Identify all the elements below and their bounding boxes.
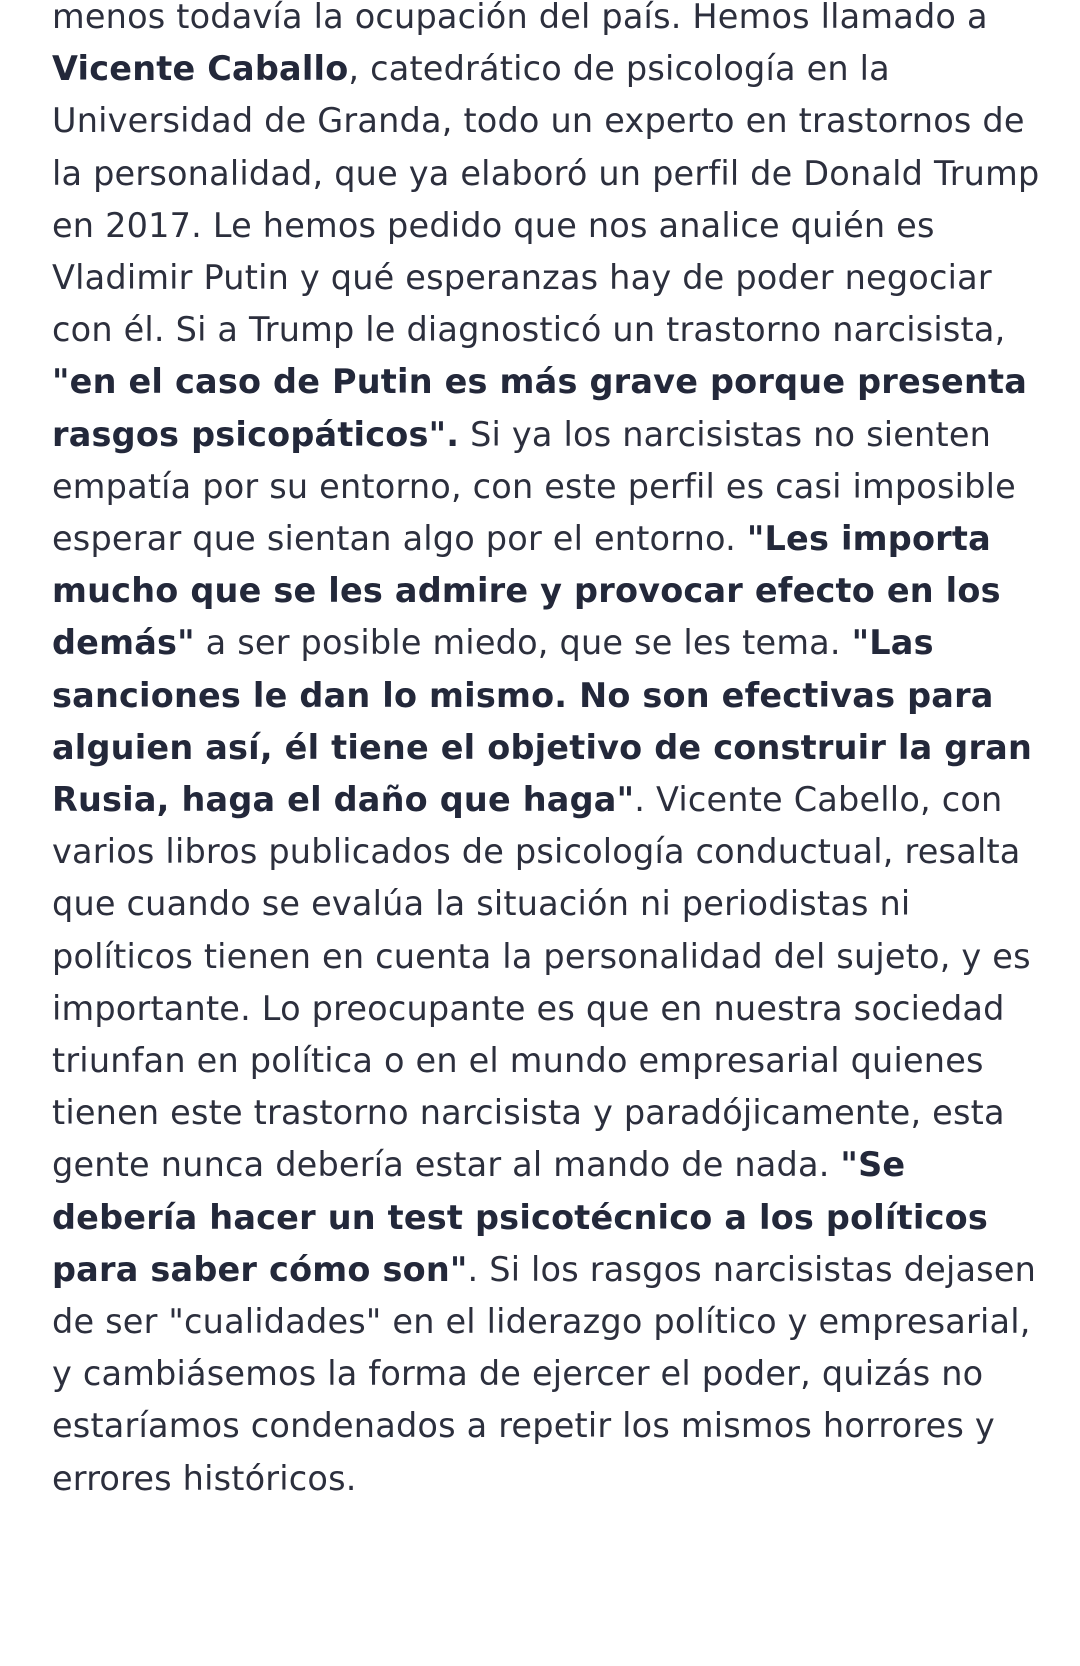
highlight-name: Vicente Caballo: [52, 49, 349, 89]
article-body: [52, 0, 1052, 1505]
text-segment-3: Si ya los narcisistas no sienten empatía por su entorno, con este perfil es casi imposible esperar que sientan algo por el entorno.: [52, 414, 1016, 559]
text-segment-2: , catedrático de psicología en la Universidad de Granda, todo un experto en trastornos de la personalidad, que ya elaboró un perfil de Donald Trump en 2017. Le hemos pedido que nos analice quién es Vladimir Putin y qué esperanzas hay de poder negociar con él. Si a Trump le diagnosticó un trastorno narcisista,: [52, 49, 1040, 350]
text-segment-6: . Si los rasgos narcisistas dejasen de ser "cualidades" en el liderazgo político y empresarial, y cambiásemos la forma de ejercer el poder, quizás no estaríamos condenados a repetir los mismos horrores y errores históricos.: [52, 1249, 1037, 1498]
quote-admiration: "Les importa mucho que se les admire y provocar efecto en los demás": [52, 519, 1001, 663]
text-segment-4: a ser posible miedo, que se les tema.: [194, 623, 852, 663]
text-segment-1: menos todavía la ocupación del país. Hemos llamado a: [52, 0, 988, 36]
text-segment-5: . Vicente Cabello, con varios libros publicados de psicología conductual, resalta que cuando se evalúa la situación ni periodistas ni políticos tienen en cuenta la personalidad del sujeto, y es importante. Lo preocupante es que en nuestra sociedad triunfan en política o en el mundo empresarial quienes tienen este trastorno narcisista y paradójicamente, esta gente nunca debería estar al mando de nada.: [52, 780, 1031, 1185]
quote-psychotechnical-test: "Se debería hacer un test psicotécnico a los políticos para saber cómo son": [52, 1145, 988, 1289]
quote-psychopathic: "en el caso de Putin es más grave porque presenta rasgos psicopáticos".: [52, 362, 1028, 454]
quote-sanctions: "Las sanciones le dan lo mismo. No son efectivas para alguien así, él tiene el objetivo de construir la gran Rusia, haga el daño que haga": [52, 623, 1033, 820]
